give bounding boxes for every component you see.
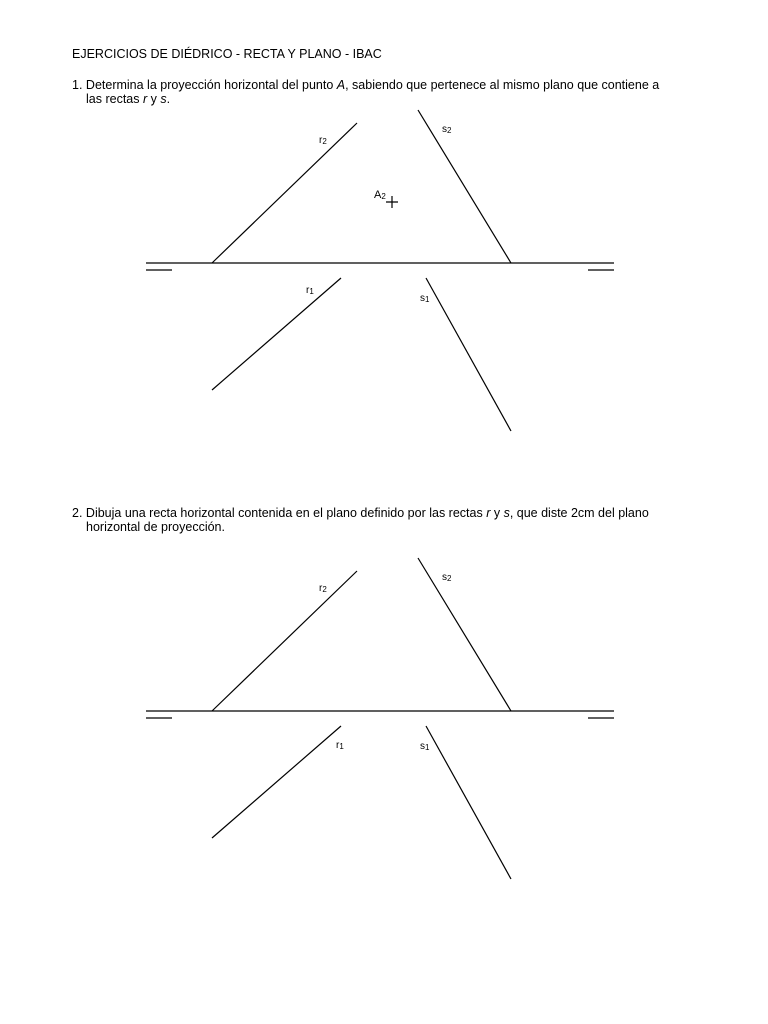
exercise-2-number: 2. [72,506,83,520]
line-r2 [212,571,357,711]
exercise-1-text-line-2: las rectas r y s. [86,92,171,106]
exercise-1-text-line-1: Determina la proyección horizontal del punto A, sabiendo que pertenece al mismo plano que contiene a [85,78,660,92]
label-r2: r2 [319,583,327,594]
label-s1: s1 [420,293,430,304]
label-r1: r1 [306,285,314,296]
label-s2: s2 [442,572,452,583]
label-s2: s2 [442,124,452,135]
line-r1 [212,278,341,390]
exercise-1-number: 1. [72,78,83,92]
exercise-2-line-1 [72,506,702,520]
line-s2 [418,110,511,263]
line-r2 [212,123,357,263]
label-r2: r2 [319,135,327,146]
line-r1 [212,726,341,838]
line-s1 [426,726,511,879]
label-r1: r1 [336,740,344,751]
line-s1 [426,278,511,431]
label-a2: A2 [374,189,386,201]
exercise-2-figure [0,538,768,898]
page-title: EJERCICIOS DE DIÉDRICO - RECTA Y PLANO - IBAC [72,47,382,61]
exercise-2-statement [72,506,702,534]
label-s1: s1 [420,741,430,752]
exercise-2-text-line-2: horizontal de proyección. [86,520,225,534]
point-a2-marker [386,196,398,208]
exercise-1-figure [0,90,768,450]
exercise-2-text-line-1: Dibuja una recta horizontal contenida en el plano definido por las rectas r y s, que diste 2cm del plano [85,506,649,520]
line-s2 [418,558,511,711]
